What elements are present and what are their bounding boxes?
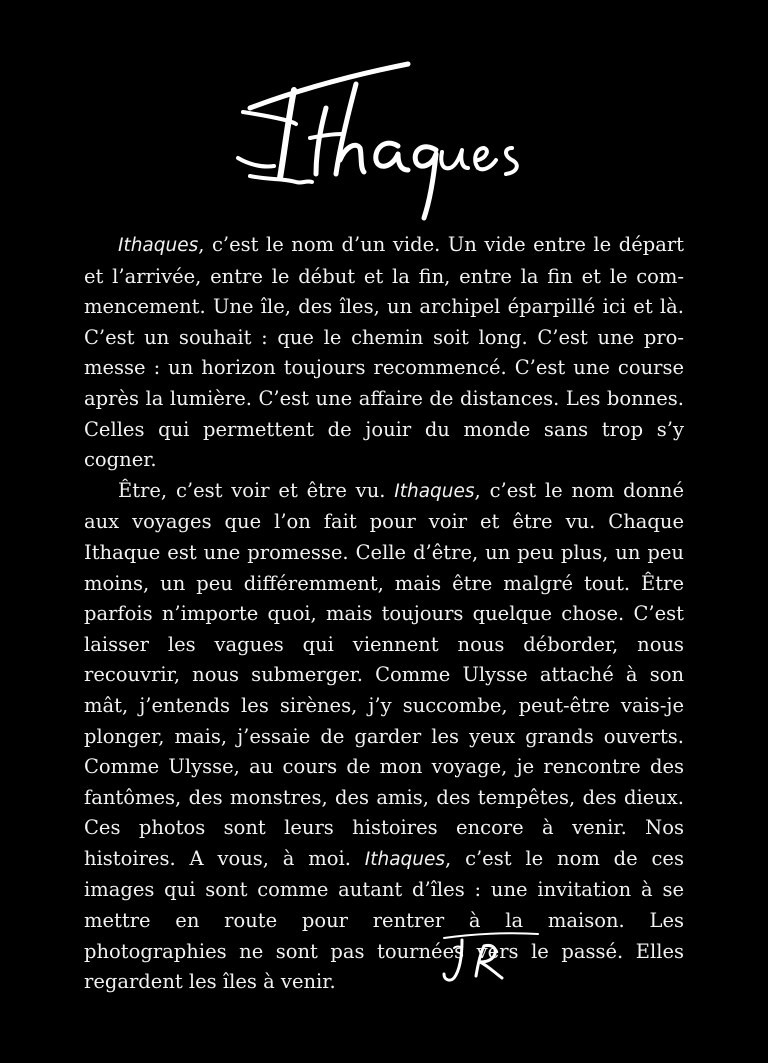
paragraph-2-text-b: , c’est le nom donné aux voyages que l’on fait pour voir et être vu. Chaque Ithaque est une promesse. Celle d’être, un peu plus, un peu moins, un peu différemment, mais être malgré tout. Être parfois n’importe quoi, mais toujours quelque chose. C’est laisser les vagues qui viennent nous déborder, nous recouvrir, nous submerger. Comme Ulysse attaché à son mât, j’entends les sirènes, j’y succombe, peut-être vais-je plonger, mais, j’essaie de garder les yeux grands ouverts. Comme Ulysse, au cours de mon voyage, je rencontre des fantômes, des monstres, des amis, des tempêtes, des dieux. Ces photos sont leurs histoires encore à venir. Nos histoires. A vous, à moi.: [84, 478, 684, 870]
paragraph-2-text-c: , c’est le nom de ces images qui sont comme autant d’îles : une invitation à se mettre en route pour rentrer à la maison. Les photographies ne sont pas tournées vers le passé. Elles regardent les îles à venir.: [84, 846, 684, 994]
paragraph-1: [84, 230, 684, 476]
ithaques-handwritten-logo: [228, 50, 548, 230]
body-text: [84, 230, 684, 998]
jr-signature: [432, 926, 544, 990]
paragraph-2-text-a: Être, c’est voir et être vu.: [118, 478, 395, 502]
title-reference: Ithaques: [394, 480, 475, 502]
paragraph-1-text: , c’est le nom d’un vide. Un vide entre le départ et l’arrivée, entre le début et la fin, entre la fin et le commencement. Une île, des îles, un archipel éparpillé ici et là. C’est un souhait : que le chemin soit long. C’est une promesse : un horizon toujours recommencé. C’est une course après la lumière. C’est une affaire de distances. Les bonnes. Celles qui permettent de jouir du monde sans trop s’y cogner.: [84, 233, 684, 472]
title-reference: Ithaques: [118, 235, 199, 256]
title-reference: Ithaques: [364, 848, 446, 870]
paragraph-2: [84, 476, 684, 998]
